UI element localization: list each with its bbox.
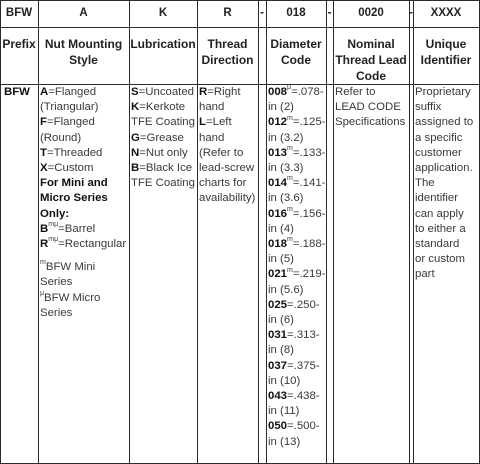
mini-micro-option-text: =Barrel <box>58 222 96 235</box>
diameter-option <box>268 85 326 100</box>
lubrication-option <box>131 131 197 146</box>
prefix-cell <box>4 85 36 100</box>
series-note <box>40 260 128 275</box>
lubrication-option <box>131 176 197 191</box>
series-note-text: Series <box>40 306 73 319</box>
diameter-option-text: =.188- <box>292 238 326 251</box>
series-note-sup: μ <box>40 289 45 297</box>
lead-text-line: Refer to <box>335 86 376 98</box>
header-prefix-text: Prefix <box>2 37 36 51</box>
mini-micro-heading-text: Micro Series <box>40 192 108 205</box>
diameter-option-code: 014 <box>268 177 288 190</box>
mounting-option <box>40 115 128 130</box>
unique-text-line: assigned to <box>415 116 474 129</box>
unique-text-line: identifier <box>415 192 459 205</box>
diameter-option <box>268 328 326 343</box>
diameter-metric: in (3.3) <box>268 162 304 175</box>
code-unique: XXXX <box>430 7 462 19</box>
unique-text-line: part <box>415 268 435 281</box>
unique-text-line: The <box>415 177 435 190</box>
diameter-metric: in (2) <box>268 101 294 114</box>
header-mounting-line: Style <box>69 53 98 67</box>
lubrication-cell <box>131 85 197 191</box>
mini-micro-option-sup: mμ <box>48 221 59 229</box>
diameter-option-text: =.078- <box>291 86 324 98</box>
diameter-metric: in (6) <box>268 314 294 327</box>
thread-direction-option-text: availability) <box>199 192 256 205</box>
code-thread-direction: R <box>223 7 232 19</box>
series-note <box>40 275 128 290</box>
diameter-option <box>268 146 326 161</box>
code-separator: - <box>260 7 264 19</box>
mini-micro-option <box>40 237 128 252</box>
unique-text-line: customer <box>415 146 462 159</box>
diameter-metric: in (13) <box>268 435 301 448</box>
diameter-option-text: =.375- <box>287 359 320 372</box>
mini-micro-option-text: =Rectangular <box>58 238 127 251</box>
diameter-option <box>268 267 326 282</box>
diameter-option-text: =.250- <box>287 298 320 311</box>
thread-direction-cell <box>199 85 257 207</box>
diameter-option <box>268 419 326 434</box>
code-diameter: 018 <box>286 7 306 19</box>
diameter-option-code: 037 <box>268 359 288 372</box>
mounting-option-text: (Round) <box>40 131 82 144</box>
diameter-option-sup: m <box>287 114 293 122</box>
header-lead-line: Nominal <box>347 37 395 51</box>
diameter-metric: in (5) <box>268 253 294 266</box>
code-lubrication: K <box>158 7 168 19</box>
series-note-text: Series <box>40 276 73 289</box>
series-note-text: BFW Micro <box>44 291 101 304</box>
thread-direction-option <box>199 176 257 191</box>
lubrication-option-text: TFE Coating <box>131 177 195 190</box>
mounting-option-code: A <box>40 86 49 98</box>
diameter-option-sup: m <box>287 266 293 274</box>
code-mounting: A <box>79 7 88 19</box>
diameter-option-text: =.133- <box>292 146 326 159</box>
lubrication-option <box>131 100 197 115</box>
header-mounting-line: Nut Mounting <box>44 37 123 51</box>
lubrication-option-code: G <box>131 131 140 144</box>
lubrication-option-code: S <box>131 86 139 98</box>
series-note-text: BFW Mini <box>45 261 96 274</box>
unique-text-line: a specific <box>415 131 463 144</box>
header-lead-line: Code <box>356 69 386 83</box>
code-prefix: BFW <box>5 7 33 19</box>
thread-direction-option-text: =Left <box>205 116 232 129</box>
lubrication-option-text: =Nut only <box>139 146 188 159</box>
diameter-option-code: 025 <box>268 298 288 311</box>
unique-cell <box>415 85 479 283</box>
lubrication-option-code: N <box>131 146 140 159</box>
diameter-option <box>268 115 326 130</box>
diameter-option-text: =.219- <box>292 268 326 281</box>
unique-text-line: can apply <box>415 207 464 220</box>
header-thread-line: Direction <box>201 53 254 67</box>
diameter-metric: in (8) <box>268 344 294 357</box>
diameter-option-code: 050 <box>268 420 288 433</box>
series-note <box>40 306 128 321</box>
mounting-option-code: F <box>40 116 47 129</box>
lubrication-option <box>131 115 197 130</box>
thread-direction-option-code: L <box>199 116 206 129</box>
mounting-option <box>40 161 128 176</box>
lead-text-line: Specifications <box>335 116 406 129</box>
mini-micro-heading-text: For Mini and <box>40 177 108 190</box>
thread-direction-option <box>199 115 257 130</box>
diameter-option <box>268 389 326 404</box>
thread-direction-option-text: charts for <box>199 177 247 190</box>
diameter-cell <box>268 85 326 450</box>
header-diameter-line: Diameter <box>270 37 322 51</box>
diameter-option-code: 018 <box>268 238 288 251</box>
diameter-option <box>268 298 326 313</box>
diameter-option-code: 031 <box>268 329 288 342</box>
thread-direction-option <box>199 85 257 100</box>
thread-direction-option <box>199 131 257 146</box>
spacer <box>40 252 128 260</box>
lead-text-line: LEAD CODE <box>335 101 401 114</box>
unique-text-line: application. <box>415 162 473 175</box>
thread-direction-option-text: hand <box>199 131 225 144</box>
mini-micro-option <box>40 222 128 237</box>
thread-direction-option-text: =Right <box>207 86 241 98</box>
mini-micro-heading <box>40 191 128 206</box>
lubrication-option-code: K <box>131 101 140 114</box>
header-unique-line: Unique <box>425 37 467 51</box>
diameter-option-sup: m <box>287 175 293 183</box>
header-unique <box>413 36 479 68</box>
unique-text-line: suffix <box>415 101 442 114</box>
lubrication-option-text: TFE Coating <box>131 116 195 129</box>
mounting-option-code: T <box>40 146 47 159</box>
diameter-option-text: =.313- <box>287 329 320 342</box>
header-mounting <box>38 36 129 68</box>
diameter-option-text: =.125- <box>292 116 326 129</box>
diameter-metric: in (11) <box>268 405 300 418</box>
header-lead <box>333 36 409 84</box>
diameter-option <box>268 237 326 252</box>
code-separator: - <box>409 7 413 19</box>
diameter-option-code: 021 <box>268 268 288 281</box>
lubrication-option-code: B <box>131 162 140 175</box>
lubrication-option-text: =Black Ice <box>139 162 193 175</box>
lubrication-option-text: =Grease <box>139 131 184 144</box>
series-note-sup: m <box>40 259 46 267</box>
mounting-option-code: X <box>40 162 48 175</box>
series-note <box>40 291 128 306</box>
thread-direction-option-text: lead-screw <box>199 162 255 175</box>
mini-micro-option-code: R <box>40 238 49 251</box>
lubrication-option-text: =Kerkote <box>139 101 186 114</box>
diameter-metric: in (5.6) <box>268 283 304 296</box>
header-prefix <box>0 36 38 52</box>
thread-direction-option <box>199 100 257 115</box>
header-lead-line: Thread Lead <box>335 53 407 67</box>
mini-micro-option-code: B <box>40 222 49 235</box>
prefix-value: BFW <box>4 86 30 98</box>
diameter-option <box>268 207 326 222</box>
diameter-option-sup: m <box>287 205 293 213</box>
diameter-option-text: =.438- <box>287 390 320 403</box>
header-thread-direction <box>197 36 258 68</box>
diameter-metric: in (3.6) <box>268 192 304 205</box>
thread-direction-option-text: (Refer to <box>199 146 244 159</box>
diameter-metric: in (4) <box>268 222 294 235</box>
mounting-option <box>40 131 128 146</box>
lubrication-option <box>131 161 197 176</box>
diameter-option-code: 043 <box>268 390 288 403</box>
unique-text-line: to either a <box>415 222 466 235</box>
mounting-option <box>40 146 128 161</box>
lubrication-option-text: =Uncoated <box>138 86 195 98</box>
mounting-cell <box>40 85 128 321</box>
diameter-option-text: =.500- <box>287 420 320 433</box>
lead-cell <box>335 85 409 131</box>
mounting-option-text: =Flanged <box>48 86 97 98</box>
thread-direction-option-text: hand <box>199 101 225 114</box>
thread-direction-option-code: R <box>199 86 208 98</box>
diameter-metric: in (10) <box>268 374 301 387</box>
mounting-option-text: =Custom <box>47 162 94 175</box>
diameter-option-text: =.156- <box>292 207 326 220</box>
diameter-option-sup: μ <box>287 84 292 92</box>
header-diameter-line: Code <box>281 53 311 67</box>
diameter-option-code: 008 <box>268 86 288 98</box>
header-unique-line: Identifier <box>420 53 472 67</box>
mini-micro-heading <box>40 176 128 191</box>
diameter-option-code: 013 <box>268 146 288 159</box>
diameter-option-sup: m <box>287 236 293 244</box>
code-separator: - <box>327 7 332 19</box>
diameter-option <box>268 359 326 374</box>
thread-direction-option <box>199 146 257 161</box>
header-lubrication-text: Lubrication <box>130 37 196 51</box>
mounting-option-text: (Triangular) <box>40 101 99 114</box>
mounting-option <box>40 85 128 100</box>
code-lead: 0020 <box>358 7 384 19</box>
mounting-option-text: =Threaded <box>46 146 103 159</box>
unique-text-line: Proprietary <box>415 86 471 98</box>
unique-text-line: standard <box>415 238 460 251</box>
header-thread-line: Thread <box>207 37 248 51</box>
unique-text-line: or custom <box>415 253 466 266</box>
diameter-option-text: =.141- <box>292 177 326 190</box>
mini-micro-heading-text: Only: <box>40 207 70 220</box>
thread-direction-option <box>199 161 257 176</box>
mounting-option-text: =Flanged <box>46 116 95 129</box>
mini-micro-heading <box>40 207 128 222</box>
diameter-option <box>268 176 326 191</box>
header-lubrication <box>129 36 197 52</box>
diameter-option-code: 012 <box>268 116 288 129</box>
header-diameter <box>266 36 326 68</box>
diameter-option-code: 016 <box>268 207 288 220</box>
diameter-metric: in (3.2) <box>268 131 304 144</box>
lubrication-option <box>131 85 197 100</box>
mounting-option <box>40 100 128 115</box>
thread-direction-option <box>199 191 257 206</box>
diameter-option-sup: m <box>287 145 293 153</box>
lubrication-option <box>131 146 197 161</box>
mini-micro-option-sup: mμ <box>48 236 59 244</box>
